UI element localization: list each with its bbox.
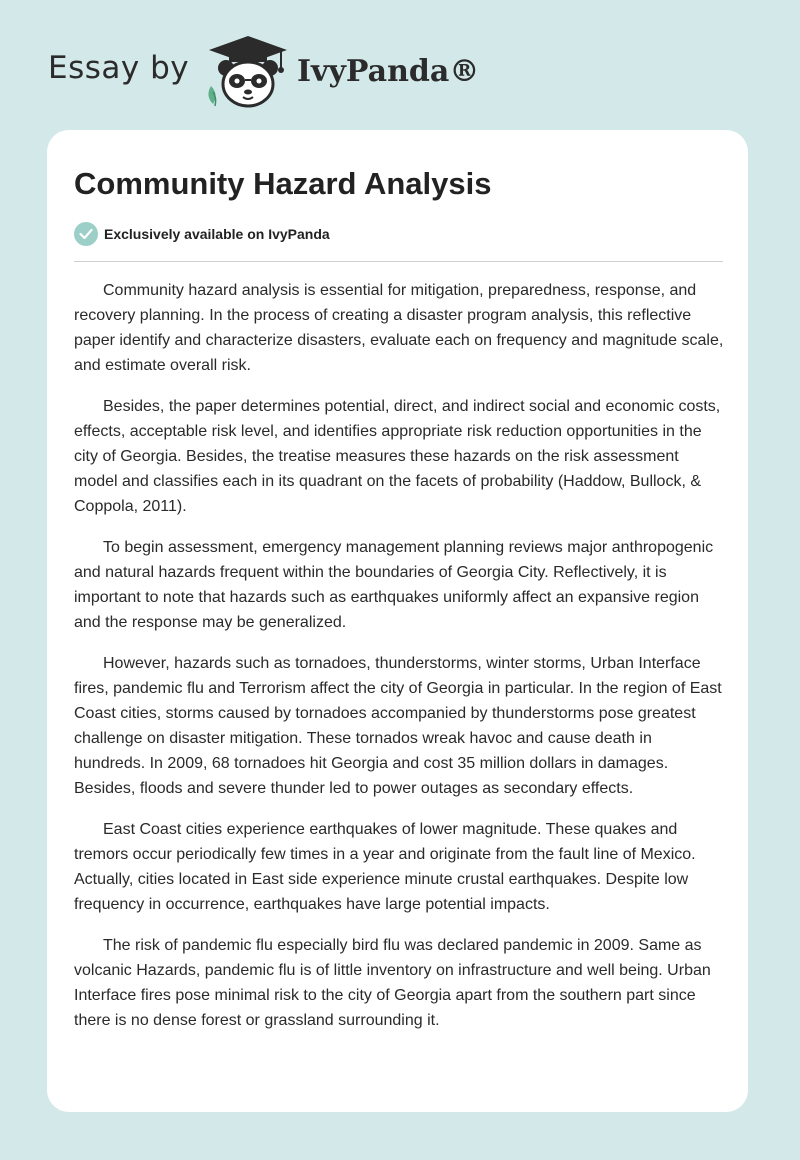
brand-name: IvyPanda®: [297, 54, 480, 89]
site-header-brand[interactable]: [48, 30, 480, 110]
paragraph: Besides, the paper determines potential, direct, and indirect social and economic costs, effects, acceptable risk level, and identifies appropriate risk reduction opportunities in the city of Georgia. Besides, the treatise measures these hazards on the risk assessment model and classifies each in its quadrant on the facets of probability (Haddow, Bullock, & Coppola, 2011).: [74, 398, 721, 515]
essay-body: [74, 278, 726, 1049]
divider: [74, 261, 723, 262]
panda-graduate-icon: [203, 34, 293, 110]
exclusive-badge: [74, 222, 330, 246]
page-title: Community Hazard Analysis: [74, 166, 492, 201]
paragraph: However, hazards such as tornadoes, thunderstorms, winter storms, Urban Interface fires, pandemic flu and Terrorism affect the city of Georgia in particular. In the region of East Coast cities, storms caused by tornadoes accompanied by thunderstorms pose greatest challenge on disaster mitigation. These tornados wreak havoc and cause death in hundreds. In 2009, 68 tornadoes hit Georgia and cost 35 million dollars in damages. Besides, floods and severe thunder led to power outages as secondary effects.: [74, 655, 722, 797]
paragraph: East Coast cities experience earthquakes of lower magnitude. These quakes and tremors occur periodically few times in a year and originate from the fault line of Mexico. Actually, cities located in East side experience minute crustal earthquakes. Despite low frequency in occurrence, earthquakes have large potential impacts.: [74, 821, 696, 913]
paragraph: To begin assessment, emergency management planning reviews major anthropogenic and natural hazards frequent within the boundaries of Georgia City. Reflectively, it is important to note that hazards such as earthquakes uniformly affect an expansive region and the response may be generalized.: [74, 539, 714, 631]
paragraph: Community hazard analysis is essential for mitigation, preparedness, response, and recovery planning. In the process of creating a disaster program analysis, this reflective paper identify and characterize disasters, evaluate each on frequency and magnitude scale, and estimate overall risk.: [74, 282, 724, 374]
exclusive-badge-label: Exclusively available on IvyPanda: [104, 226, 330, 242]
check-icon: [74, 222, 98, 246]
brand-prefix: Essay by: [48, 50, 190, 86]
paragraph: The risk of pandemic flu especially bird flu was declared pandemic in 2009. Same as volcanic Hazards, pandemic flu is of little inventory on infrastructure and well being. Urban Interface fires pose minimal risk to the city of Georgia apart from the southern part since there is no dense forest or grassland surrounding it.: [74, 937, 711, 1029]
essay-card: [47, 130, 748, 1112]
